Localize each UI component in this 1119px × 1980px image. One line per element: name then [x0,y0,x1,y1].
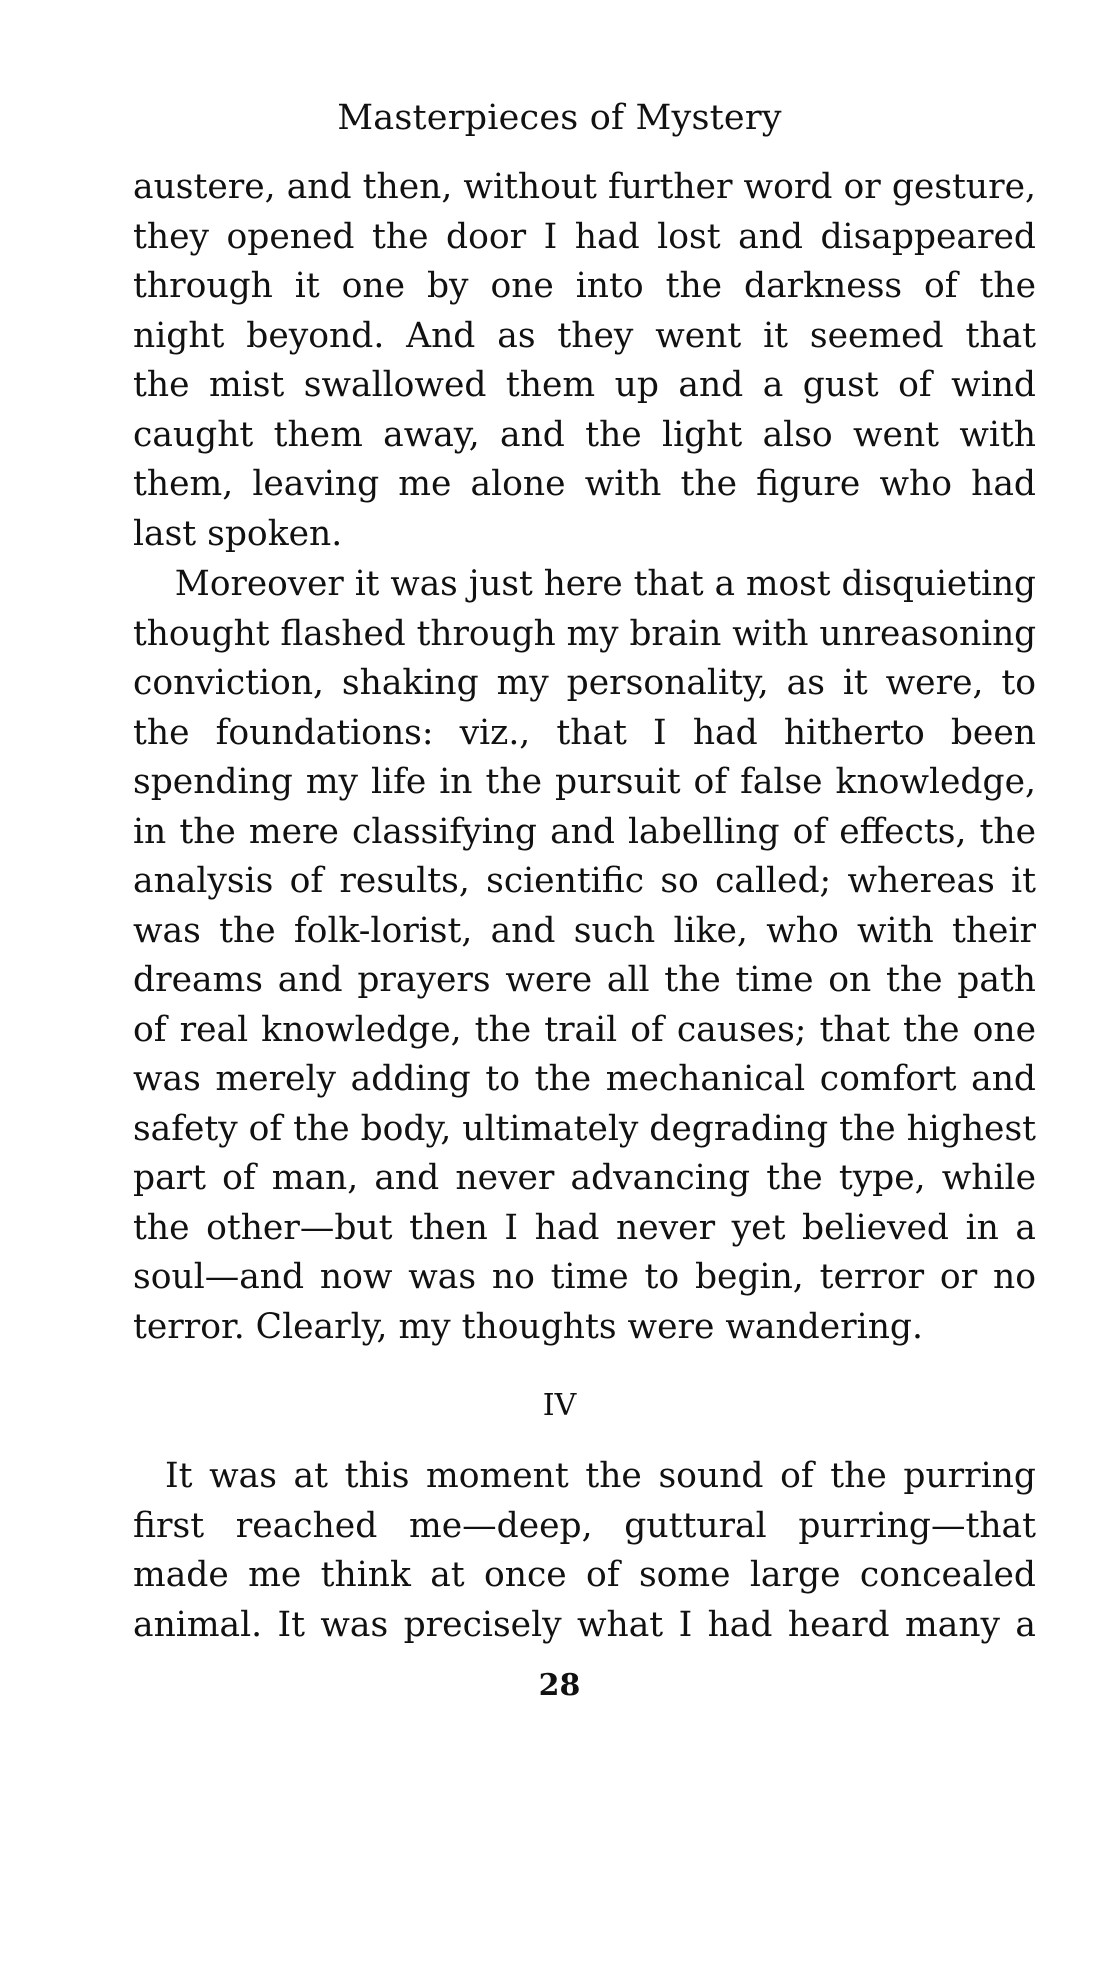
text-line: the mist swallowed them up and a gust of wind [133,365,1036,405]
paragraph-2 [133,560,1036,1352]
text-line: conviction, shaking my personality, as it were, to [133,663,1036,703]
text-line: Moreover it was just here that a most disquieting [174,564,1036,604]
text-line: soul—and now was no time to begin, terror or no [133,1257,1036,1297]
text-line: was the folk-lorist, and such like, who with their [133,910,1036,951]
text-line: the other—but then I had never yet believed in a [133,1207,1036,1248]
text-line: made me think at once of some large concealed [133,1555,1036,1595]
text-line: in the mere classifying and labelling of effects, the [133,811,1036,852]
text-line: dreams and prayers were all the time on the path [133,960,1036,1000]
text-line: part of man, and never advancing the type, while [133,1158,1036,1198]
text-line: safety of the body, ultimately degrading the highest [133,1108,1036,1149]
page-number: 28 [538,1668,581,1703]
text-line: the foundations: viz., that I had hitherto been [133,712,1036,753]
text-line: last spoken. [133,513,343,554]
text-line: they opened the door I had lost and disappeared [133,216,1036,257]
text-line: first reached me—deep, guttural purring—that [133,1505,1036,1546]
text-line: them, leaving me alone with the figure who had [133,464,1036,504]
text-line: caught them away, and the light also went with [133,414,1036,455]
text-line: was merely adding to the mechanical comfort and [133,1059,1036,1099]
paragraph-1 [133,163,1036,559]
paragraph-3 [133,1452,1036,1650]
text-line: austere, and then, without further word or gesture, [133,167,1036,207]
text-line: through it one by one into the darkness of the [133,266,1036,306]
text-line: analysis of results, scientific so called; whereas it [133,861,1036,901]
text-line: It was at this moment the sound of the purring [165,1456,1036,1496]
text-line: terror. Clearly, my thoughts were wandering. [133,1306,923,1347]
text-line: night beyond. And as they went it seemed that [133,315,1036,356]
running-head: Masterpieces of Mystery [337,98,782,138]
section-heading: IV [542,1388,577,1423]
text-line: thought flashed through my brain with unreasoning [133,613,1037,654]
text-line: spending my life in the pursuit of false knowledge, [133,762,1036,802]
text-line: animal. It was precisely what I had heard many a [133,1604,1036,1645]
text-line: of real knowledge, the trail of causes; that the one [133,1009,1036,1050]
